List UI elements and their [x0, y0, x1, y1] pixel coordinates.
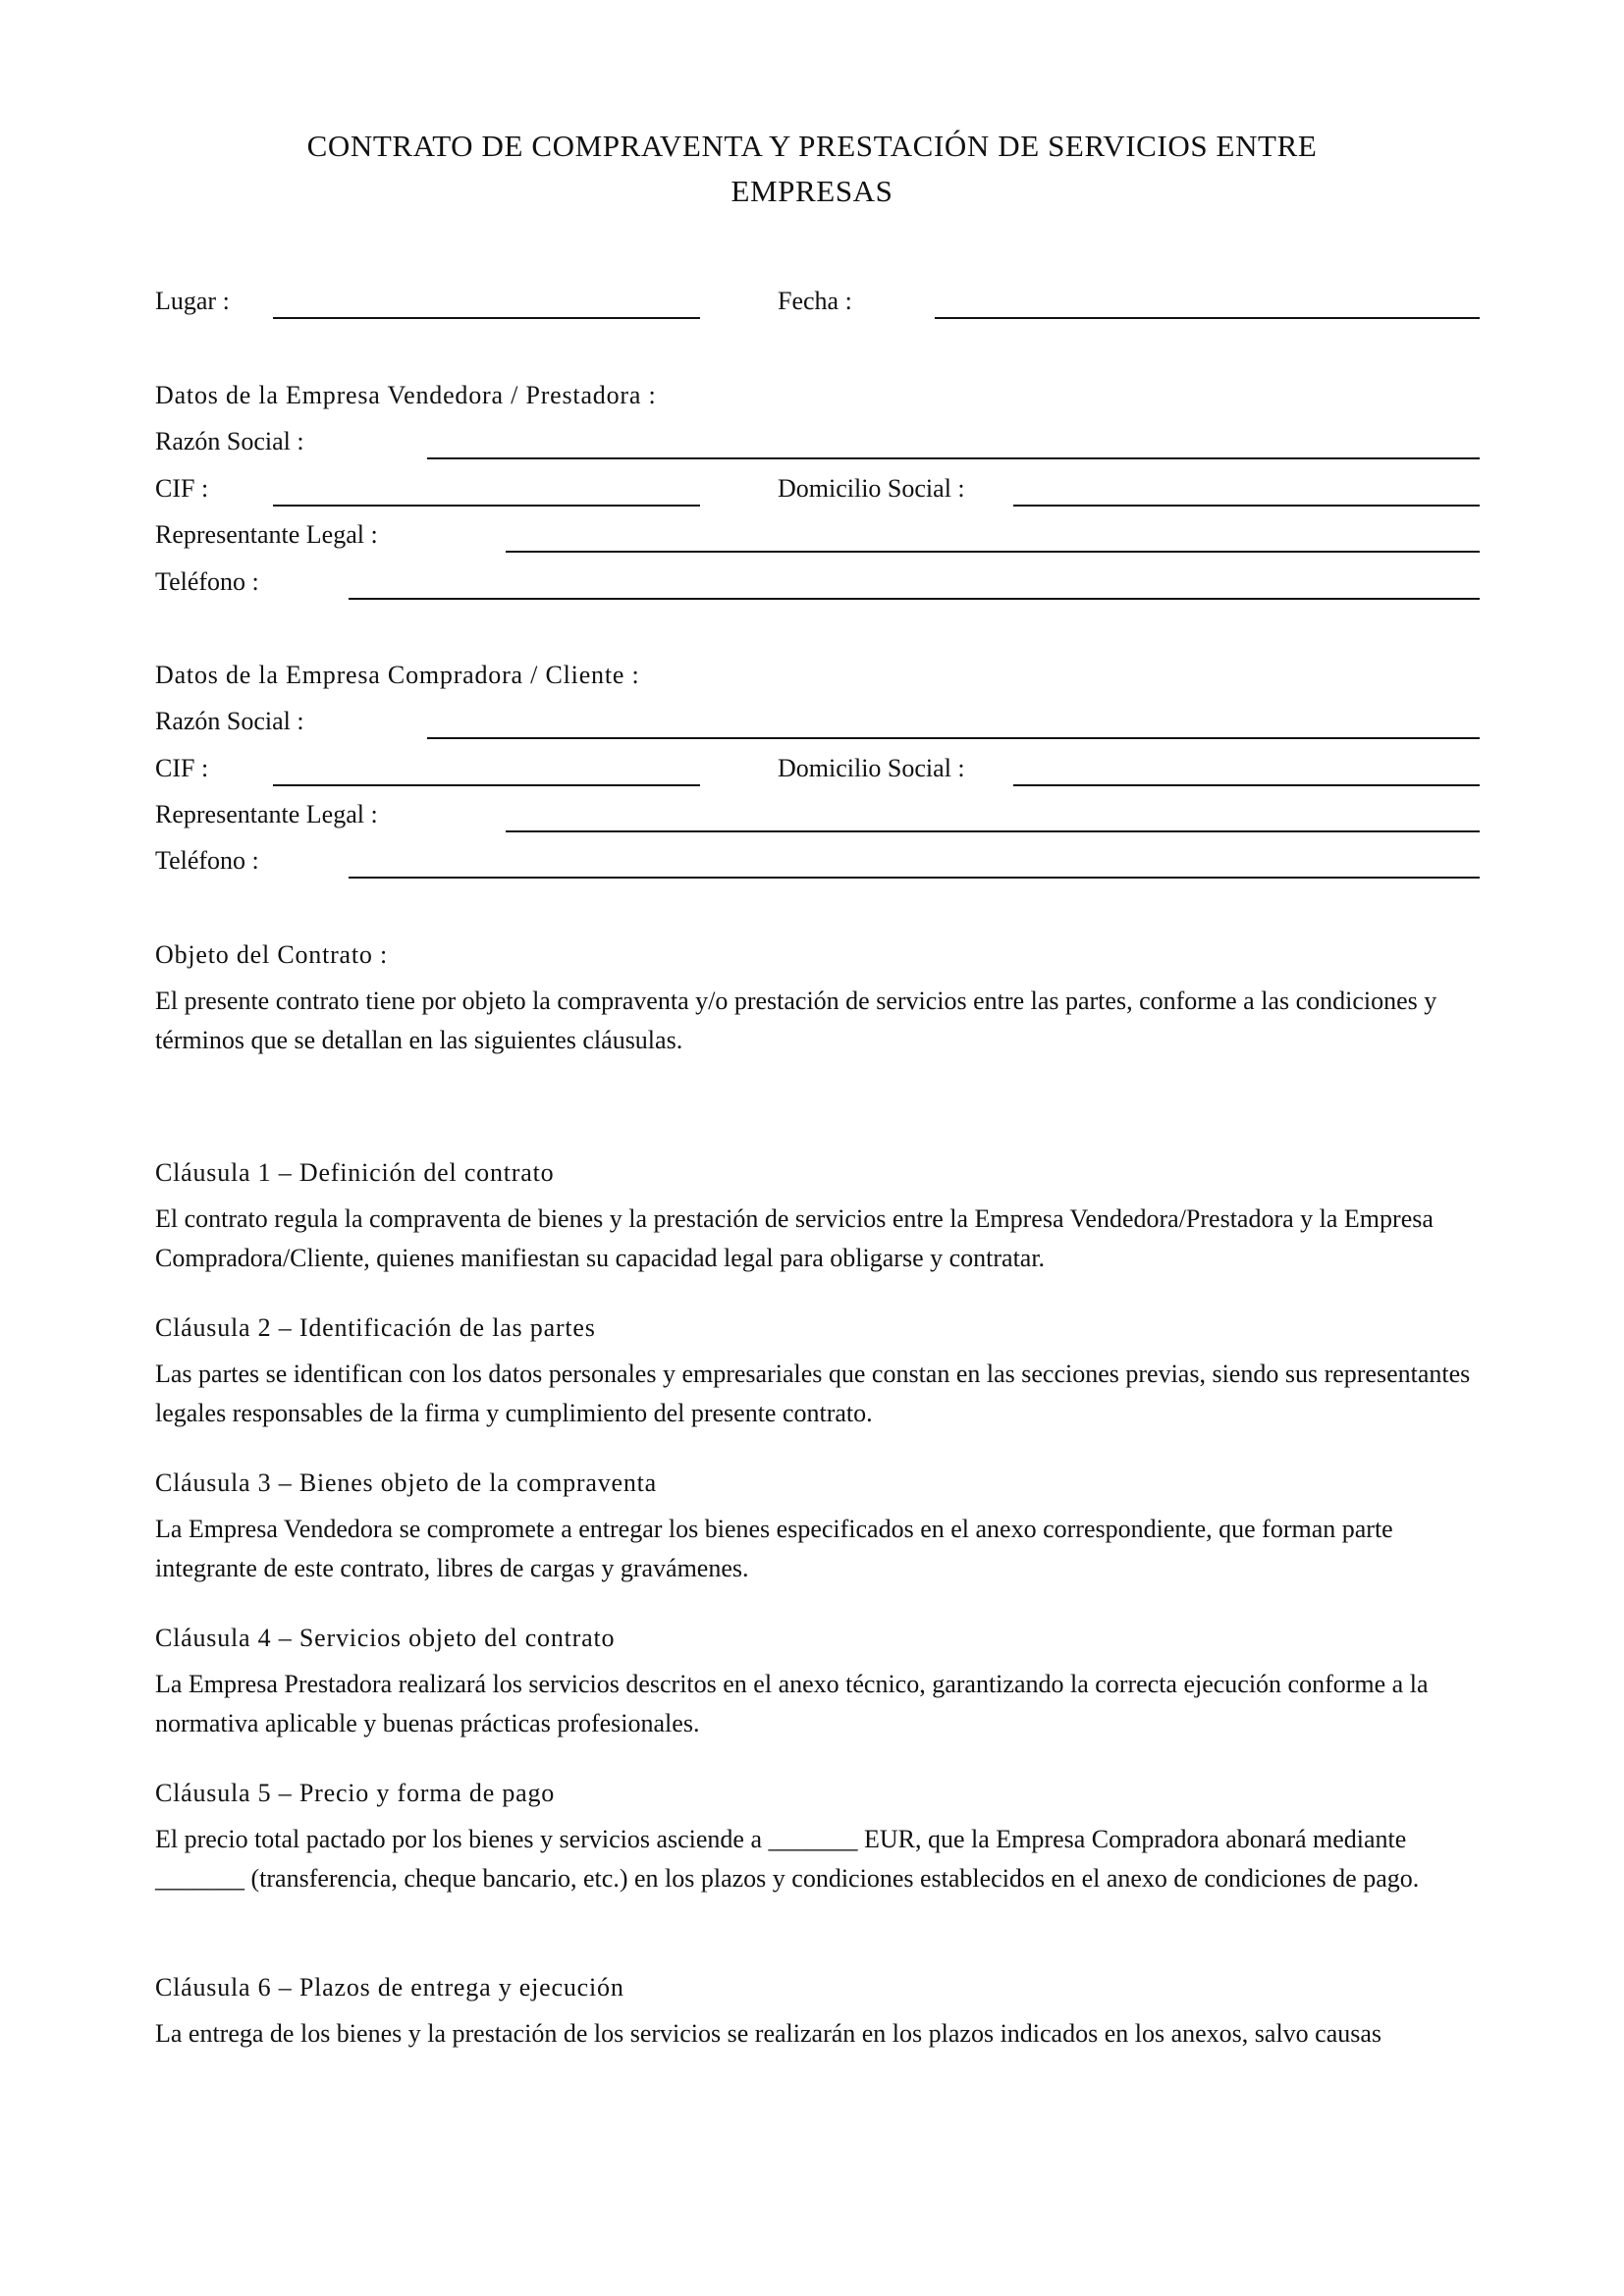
- seller-razon-social-label: Razón Social :: [155, 427, 304, 455]
- lugar-label: Lugar :: [155, 287, 230, 315]
- seller-domicilio-field[interactable]: [1013, 505, 1480, 507]
- clause-4-text: La Empresa Prestadora realizará los servicios descritos en el anexo técnico, garantizando la correcta ejecución conforme a la normativa aplicable y buenas prácticas profesionales.: [155, 1670, 1429, 1737]
- buyer-razon-social-label: Razón Social :: [155, 707, 304, 735]
- buyer-domicilio-field[interactable]: [1013, 784, 1480, 786]
- clause-2-text: Las partes se identifican con los datos personales y empresariales que constan en las secciones previas, siendo sus representantes legales responsables de la firma y cumplimiento del presente contrato.: [155, 1360, 1471, 1427]
- seller-razon-social-field[interactable]: [427, 457, 1480, 459]
- title-line-2: EMPRESAS: [731, 174, 893, 208]
- title-line-1: CONTRATO DE COMPRAVENTA Y PRESTACIÓN DE SERVICIOS ENTRE: [306, 129, 1318, 163]
- clause-2-heading: Cláusula 2 – Identificación de las partes: [155, 1313, 596, 1342]
- fecha-field[interactable]: [935, 317, 1480, 319]
- clause-6-text: La entrega de los bienes y la prestación de los servicios se realizarán en los plazos indicados en los anexos, salvo causas: [155, 2019, 1382, 2048]
- lugar-field[interactable]: [273, 317, 700, 319]
- seller-telefono-field[interactable]: [349, 598, 1480, 600]
- seller-representante-label: Representante Legal :: [155, 520, 378, 549]
- clause-5-text: El precio total pactado por los bienes y servicios asciende a _______ EUR, que la Empresa Compradora abonará mediante _______ (transferencia, cheque bancario, etc.) en los plazos y condiciones establecidos en el anexo de condiciones de pago.: [155, 1825, 1420, 1893]
- buyer-heading: Datos de la Empresa Compradora / Cliente :: [155, 661, 640, 689]
- clause-1-heading: Cláusula 1 – Definición del contrato: [155, 1158, 555, 1187]
- clause-3-text: La Empresa Vendedora se compromete a entregar los bienes especificados en el anexo correspondiente, que forman parte integrante de este contrato, libres de cargas y gravámenes.: [155, 1515, 1393, 1582]
- buyer-domicilio-label: Domicilio Social :: [778, 754, 965, 782]
- buyer-cif-label: CIF :: [155, 754, 209, 782]
- seller-domicilio-label: Domicilio Social :: [778, 474, 965, 503]
- seller-telefono-label: Teléfono :: [155, 567, 259, 596]
- seller-representante-field[interactable]: [506, 551, 1480, 553]
- buyer-telefono-field[interactable]: [349, 877, 1480, 879]
- seller-heading: Datos de la Empresa Vendedora / Prestadora :: [155, 381, 657, 409]
- clause-3-heading: Cláusula 3 – Bienes objeto de la compraventa: [155, 1468, 658, 1497]
- seller-cif-field[interactable]: [273, 505, 700, 507]
- clause-6-heading: Cláusula 6 – Plazos de entrega y ejecución: [155, 1973, 624, 2002]
- buyer-representante-field[interactable]: [506, 830, 1480, 832]
- fecha-label: Fecha :: [778, 287, 852, 315]
- buyer-razon-social-field[interactable]: [427, 737, 1480, 739]
- clause-1-text: El contrato regula la compraventa de bienes y la prestación de servicios entre la Empresa Vendedora/Prestadora y la Empresa Compradora/Cliente, quienes manifiestan su capacidad legal para obligarse y contratar.: [155, 1204, 1434, 1272]
- clause-5-heading: Cláusula 5 – Precio y forma de pago: [155, 1779, 556, 1807]
- document-title: [0, 124, 1624, 214]
- seller-cif-label: CIF :: [155, 474, 209, 503]
- buyer-cif-field[interactable]: [273, 784, 700, 786]
- clause-4-heading: Cláusula 4 – Servicios objeto del contrato: [155, 1624, 616, 1652]
- buyer-representante-label: Representante Legal :: [155, 800, 378, 828]
- objeto-heading: Objeto del Contrato :: [155, 940, 389, 969]
- objeto-text: El presente contrato tiene por objeto la compraventa y/o prestación de servicios entre las partes, conforme a las condiciones y términos que se detallan en las siguientes cláusulas.: [155, 987, 1437, 1054]
- buyer-telefono-label: Teléfono :: [155, 846, 259, 875]
